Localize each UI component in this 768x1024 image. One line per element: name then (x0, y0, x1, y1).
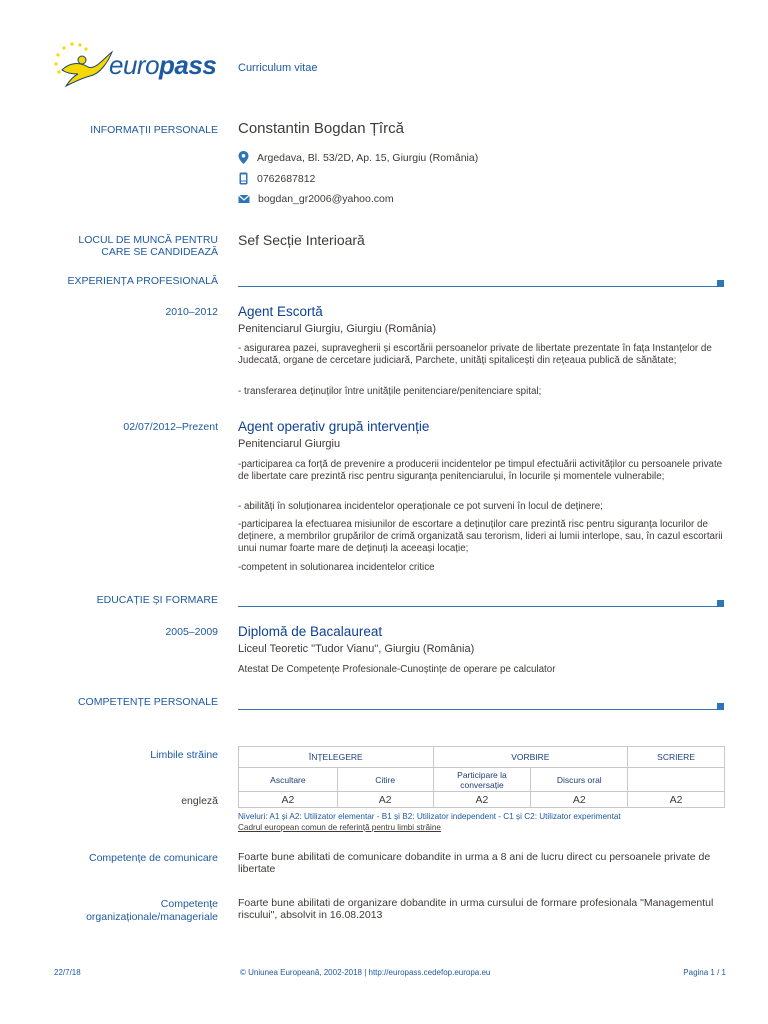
communication-label: Competențe de comunicare (89, 852, 218, 864)
production-header: Discurs oral (531, 768, 628, 792)
education-title: Diplomă de Bacalaureat (238, 624, 383, 639)
logo-pass-text: pass (159, 50, 217, 80)
listening-header: Ascultare (239, 768, 338, 792)
levels-note: Niveluri: A1 și A2: Utilizator elementar - B1 și B2: Utilizator independent - C1 și C2: Utilizator experimentat (238, 812, 621, 821)
job-duty: -participarea ca forță de prevenire a producerii incidentelor pe timpul efectuării activităților cu persoanele private de libertate care prezintă risc pentru siguranța penitenciarului, în locurile și momentele vulnerabile; (238, 459, 723, 482)
job-duty: - abilități în soluționarea incidentelor operaționale ce pot surveni în locul de deținere; (238, 501, 603, 512)
full-name: Constantin Bogdan Țîrcă (238, 120, 404, 137)
phone-text: 0762687812 (257, 172, 316, 185)
language-name: engleză (181, 795, 218, 807)
footer-date: 22/7/18 (54, 968, 81, 977)
writing-subheader (628, 768, 725, 792)
section-rule-marker (717, 280, 724, 287)
job-duty: - transferarea deținuților între unitățile penitenciare/penitenciare spital; (238, 386, 542, 397)
address-text: Argedava, Bl. 53/2D, Ap. 15, Giurgiu (România) (257, 151, 479, 164)
section-rule-marker (717, 703, 724, 710)
europass-logo (52, 40, 227, 90)
speaking-header: VORBIRE (433, 747, 628, 768)
education-institution: Liceul Teoretic "Tudor Vianu", Giurgiu (România) (238, 643, 475, 655)
understanding-header: ÎNȚELEGERE (239, 747, 434, 768)
location-pin-icon (238, 151, 249, 164)
education-label: EDUCAȚIE ȘI FORMARE (96, 594, 218, 606)
communication-text: Foarte bune abilitati de comunicare dobandite in urma a 8 ani de lucru direct cu persoanele private de libertate (238, 851, 711, 875)
skills-label: COMPETENȚE PERSONALE (77, 696, 218, 708)
logo-euro-text: euro (109, 50, 160, 80)
job-duty: - asigurarea pazei, supravegherii și escortării persoanelor private de libertate prezentate în fața Instanțelor de Judecată, organe de cercetare judiciară, Parchete, unități spitalicești din rețeaua publică de sănătate; (238, 343, 712, 366)
cefr-link[interactable]: Cadrul european comun de referință pentru limbi străine (238, 823, 441, 832)
organizational-text: Foarte bune abilitati de organizare dobandite in urma cursului de formare profesionala "Managementul riscului", absolvit in 16.08.2013 (238, 897, 714, 921)
personal-info-label: INFORMAȚII PERSONALE (90, 124, 218, 136)
reading-level: A2 (337, 792, 433, 808)
position-value: Sef Secție Interioară (238, 232, 365, 248)
listening-level: A2 (239, 792, 338, 808)
job-duty: -participarea la efectuarea misiunilor de escortare a deținuților care prezintă risc pentru siguranța locurilor de deținere, a membrilor grupărilor de crimă organizată sau terorism, lideri ai lumii interlope, sau, în cazul escortarii unui numar foarte mare de deținuți la aceeași locație; (238, 519, 723, 554)
email-row (238, 193, 394, 205)
section-rule (238, 606, 718, 607)
footer-page-number: Pagina 1 / 1 (683, 968, 726, 977)
education-date: 2005–2009 (165, 626, 218, 638)
mobile-phone-icon (238, 172, 249, 185)
job-duty: -competent in solutionarea incidentelor critice (238, 562, 435, 573)
position-label: LOCUL DE MUNCĂ PENTRU CARE SE CANDIDEAZĂ (78, 234, 218, 258)
production-level: A2 (531, 792, 628, 808)
languages-label: Limbile străine (150, 749, 218, 761)
section-rule (238, 709, 718, 710)
job-date: 02/07/2012–Prezent (123, 421, 218, 433)
language-table (238, 746, 725, 808)
reading-header: Citire (337, 768, 433, 792)
doc-title: Curriculum vitae (238, 62, 318, 74)
job-title: Agent operativ grupă intervenție (238, 419, 430, 434)
education-detail: Atestat De Competențe Profesionale-Cunoștințe de operare pe calculator (238, 664, 556, 675)
organizational-label: Competențe organizaționale/manageriale (86, 898, 218, 923)
job-title: Agent Escortă (238, 304, 323, 319)
job-employer: Penitenciarul Giurgiu (238, 438, 341, 450)
job-employer: Penitenciarul Giurgiu, Giurgiu (România) (238, 323, 437, 335)
job-date: 2010–2012 (165, 306, 218, 318)
interaction-header: Participare la conversație (433, 768, 531, 792)
footer-copyright[interactable]: © Uniunea Europeană, 2002-2018 | http://europass.cedefop.europa.eu (240, 968, 491, 977)
experience-label: EXPERIENȚA PROFESIONALĂ (67, 275, 218, 287)
email-envelope-icon (238, 194, 250, 204)
section-rule-marker (717, 600, 724, 607)
writing-level: A2 (628, 792, 725, 808)
writing-header: SCRIERE (628, 747, 725, 768)
email-text[interactable]: bogdan_gr2006@yahoo.com (258, 193, 394, 205)
phone-row (238, 172, 315, 185)
section-rule (238, 286, 718, 287)
interaction-level: A2 (433, 792, 531, 808)
address-row (238, 151, 478, 164)
